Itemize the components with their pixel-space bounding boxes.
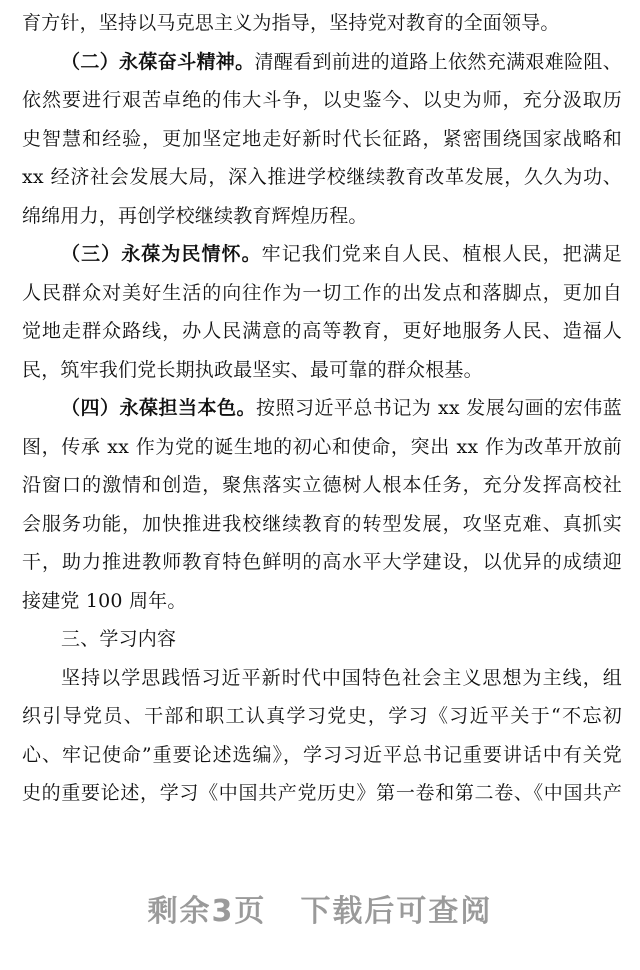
line-text: 清醒看到前进的道路上依然充满艰难险阻、 bbox=[254, 50, 622, 73]
line-text: 依然要进行艰苦卓绝的伟大斗争，以史鉴今、以史为师，充分汲取历 bbox=[22, 89, 622, 111]
line-text: 史的重要论述，学习《中国共产党历史》第一卷和第二卷、《中国共产 bbox=[22, 782, 622, 804]
text-line bbox=[22, 736, 622, 775]
line-text: 绵绵用力，再创学校继续教育辉煌历程。 bbox=[22, 204, 368, 227]
text-line bbox=[22, 158, 622, 197]
section-heading: （二）永葆奋斗精神。 bbox=[61, 50, 255, 73]
text-line bbox=[22, 428, 622, 467]
line-text: 民，筑牢我们党长期执政最坚实、最可靠的群众根基。 bbox=[22, 358, 483, 381]
text-line bbox=[22, 659, 622, 698]
text-line bbox=[22, 697, 622, 736]
line-text: 按照习近平总书记为 xx 发展勾画的宏伟蓝 bbox=[255, 397, 622, 419]
line-text: 干，助力推进教师教育特色鲜明的高水平大学建设，以优异的成绩迎 bbox=[22, 551, 622, 573]
section-heading: （四）永葆担当本色。 bbox=[61, 397, 256, 419]
download-prompt-banner[interactable] bbox=[0, 886, 640, 930]
text-line bbox=[22, 620, 622, 659]
line-text: 接建党 100 周年。 bbox=[22, 589, 187, 612]
line-text: 觉地走群众路线，办人民满意的高等教育，更好地服务人民、造福人 bbox=[22, 320, 622, 342]
text-line bbox=[22, 235, 622, 274]
download-to-view-label: 下载后可查阅 bbox=[300, 894, 493, 929]
text-line bbox=[22, 4, 622, 43]
text-line bbox=[22, 774, 622, 813]
text-line bbox=[22, 120, 622, 159]
line-text: 坚持以学思践悟习近平新时代中国特色社会主义思想为主线，组 bbox=[61, 666, 622, 689]
text-line bbox=[22, 389, 622, 428]
line-text: 牢记我们党来自人民、植根人民，把满足 bbox=[261, 243, 622, 265]
line-text: xx 经济社会发展大局，深入推进学校继续教育改革发展，久久为功、 bbox=[22, 166, 622, 188]
text-line bbox=[22, 43, 622, 82]
line-text: 会服务功能，加快推进我校继续教育的转型发展，攻坚克难、真抓实 bbox=[22, 512, 622, 535]
line-text: 织引导党员、干部和职工认真学习党史，学习《习近平关于“不忘初 bbox=[22, 705, 622, 727]
line-text: 史智慧和经验，更加坚定地走好新时代长征路，紧密围绕国家战略和 bbox=[22, 127, 622, 150]
line-text: 人民群众对美好生活的向往作为一切工作的出发点和落脚点，更加自 bbox=[22, 281, 622, 304]
text-line bbox=[22, 197, 622, 236]
section-heading: （三）永葆为民情怀。 bbox=[61, 243, 262, 265]
line-text: 育方针，坚持以马克思主义为指导，坚持党对教育的全面领导。 bbox=[22, 12, 560, 34]
line-text: 沿窗口的激情和创造，聚焦落实立德树人根本任务，充分发挥高校社 bbox=[22, 474, 622, 496]
text-line bbox=[22, 351, 622, 390]
remaining-pages-label: 剩余3页 bbox=[147, 894, 267, 929]
line-text: 图，传承 xx 作为党的诞生地的初心和使命，突出 xx 作为改革开放前 bbox=[22, 435, 622, 458]
text-line bbox=[22, 582, 622, 621]
text-line bbox=[22, 274, 622, 313]
document-body bbox=[22, 4, 622, 813]
line-text: 三、学习内容 bbox=[61, 628, 177, 650]
text-line bbox=[22, 81, 622, 120]
text-line bbox=[22, 505, 622, 544]
text-line bbox=[22, 312, 622, 351]
text-line bbox=[22, 466, 622, 505]
text-line bbox=[22, 543, 622, 582]
line-text: 心、牢记使命”重要论述选编》，学习习近平总书记重要讲话中有关党 bbox=[22, 743, 622, 766]
